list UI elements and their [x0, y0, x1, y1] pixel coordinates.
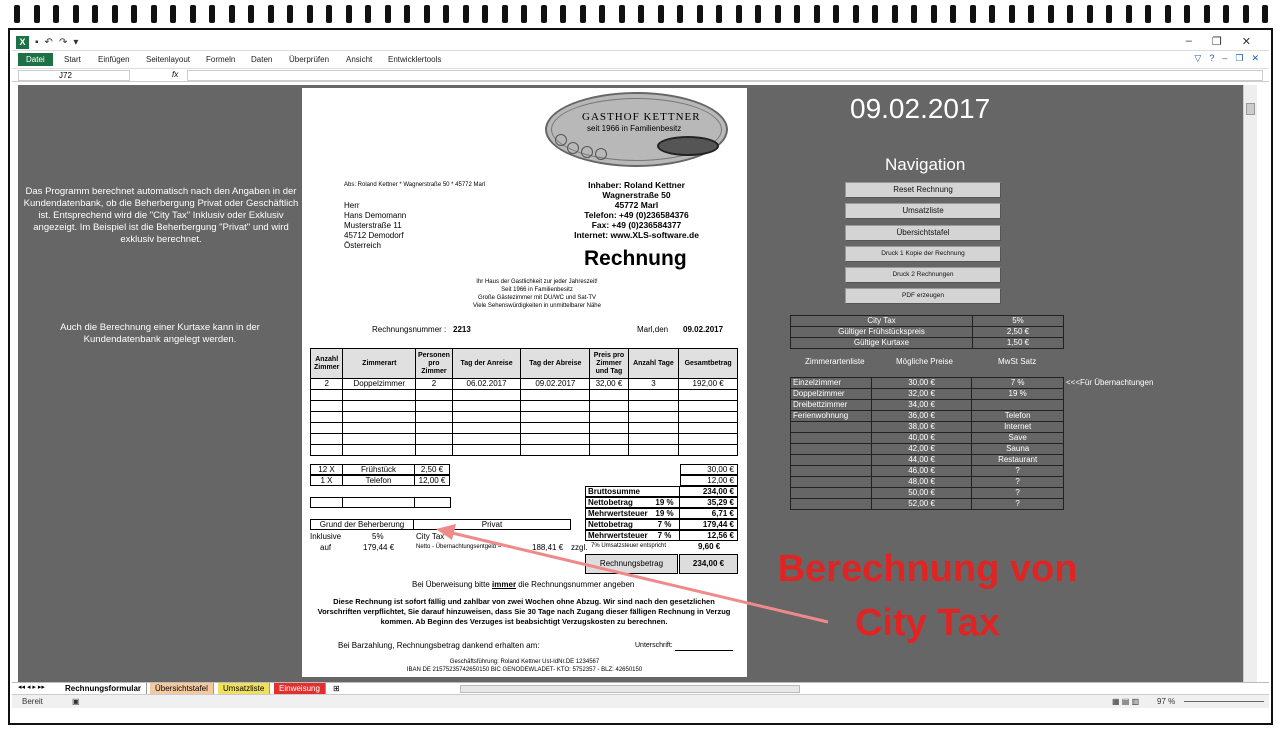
- sum-rate: 19 %: [650, 508, 680, 519]
- slogan-line: Seit 1966 in Familienbesitz: [501, 287, 573, 293]
- items-column-header: Anzahl Tage: [628, 349, 679, 379]
- transfer-note-text: Bei Überweisung bitte: [412, 580, 493, 589]
- total-value: 234,00 €: [679, 554, 738, 574]
- room-price: 36,00 €: [871, 411, 971, 422]
- city-tax-label: City Tax: [416, 532, 445, 541]
- pdf-erzeugen-button[interactable]: PDF erzeugen: [845, 288, 1001, 304]
- room-price: 48,00 €: [871, 477, 971, 488]
- sum-label: Mehrwertsteuer: [585, 530, 651, 541]
- undo-icon[interactable]: ↶: [44, 36, 53, 48]
- room-price: 52,00 €: [871, 499, 971, 510]
- auf-label: auf: [320, 543, 332, 552]
- sum-rate: 7 %: [650, 530, 680, 541]
- sheet-tab[interactable]: Rechnungsformular: [60, 683, 147, 695]
- slogan-line: Große Gästezimmer mit DU/WC und Sat-TV: [477, 295, 597, 301]
- umsatzliste-button[interactable]: Umsatzliste: [845, 203, 1001, 219]
- room-price: 34,00 €: [871, 400, 971, 411]
- items-column-header: Tag der Abreise: [521, 349, 590, 379]
- zzgl-label: zzgl.: [571, 543, 588, 552]
- room-price: 30,00 €: [871, 378, 971, 389]
- slogan-line: Ihr Haus der Gastlichkeit zur jeder Jahreszeit!: [476, 279, 598, 285]
- item-cell[interactable]: 2: [311, 379, 343, 390]
- ribbon-collapse-icon[interactable]: ▽: [1194, 53, 1202, 63]
- grund-value: Privat: [413, 519, 571, 530]
- room-type: Einzelzimmer: [791, 378, 872, 389]
- room-vat: Sauna: [972, 444, 1064, 455]
- tab-start[interactable]: Start: [64, 55, 81, 64]
- annotation-line1: Berechnung von: [777, 548, 1078, 590]
- sum-label: Bruttosumme: [585, 486, 651, 497]
- excel-logo-icon: X: [16, 36, 29, 49]
- item-cell[interactable]: 06.02.2017: [452, 379, 521, 390]
- recipient-line: Musterstraße 11: [344, 221, 402, 230]
- item-cell[interactable]: Doppelzimmer: [343, 379, 416, 390]
- item-cell[interactable]: 192,00 €: [679, 379, 738, 390]
- ust-value: 9,60 €: [698, 542, 721, 551]
- auf-value: 179,44 €: [363, 543, 395, 552]
- netto-label: Netto - Übernachtungsentgeld =: [416, 544, 502, 550]
- sheet-tab[interactable]: Umsatzliste: [218, 683, 270, 695]
- room-price: 44,00 €: [871, 455, 971, 466]
- room-price: 40,00 €: [871, 433, 971, 444]
- transfer-note-emphasis: immer: [492, 580, 517, 589]
- tab-einfuegen[interactable]: Einfügen: [98, 55, 130, 64]
- recipient-line: Österreich: [344, 241, 381, 250]
- room-vat: ?: [972, 488, 1064, 499]
- tax-value: 1,50 €: [973, 338, 1064, 349]
- info-text-kurtaxe: Auch die Berechnung einer Kurtaxe kann in der Kundendatenbank angelegt werden.: [60, 322, 260, 345]
- room-header-list: Zimmerartenliste: [805, 357, 865, 366]
- room-type: Ferienwohnung: [791, 411, 872, 422]
- sum-value: 234,00 €: [679, 486, 738, 497]
- room-vat: ?: [972, 466, 1064, 477]
- extra-name: Telefon: [342, 475, 415, 486]
- redo-icon[interactable]: ↷: [58, 36, 68, 48]
- room-type: Doppelzimmer: [791, 389, 872, 400]
- sum-value: 6,71 €: [679, 508, 738, 519]
- logo-subtitle: seit 1966 in Familienbesitz: [587, 124, 682, 133]
- restore-button[interactable]: ❐: [1211, 36, 1222, 48]
- tax-label: Gültige Kurtaxe: [791, 338, 973, 349]
- zoom-level[interactable]: 97 %: [1157, 697, 1176, 706]
- extra-qty: 1 X: [310, 475, 343, 486]
- tab-datei[interactable]: Datei: [18, 53, 53, 66]
- window-close-icon[interactable]: ✕: [1251, 53, 1259, 63]
- status-ready: Bereit: [22, 697, 43, 706]
- room-price: 32,00 €: [871, 389, 971, 400]
- inklusive-label: Inklusive: [310, 532, 342, 541]
- item-cell[interactable]: 2: [416, 379, 452, 390]
- room-vat: Internet: [972, 422, 1064, 433]
- room-vat: Restaurant: [972, 455, 1064, 466]
- tax-value: 2,50 €: [973, 327, 1064, 338]
- invoice-number-label: Rechnungsnummer :: [372, 325, 447, 334]
- room-header-vat: MwSt Satz: [998, 357, 1037, 366]
- info-text-citytax: Das Programm berechnet automatisch nach den Angaben in der Kundendatenbank, ob die Beherbergung Privat oder Geschäftlich ist. Entsprechend wird die "City Tax" Inklusiv oder Exklusiv angezeigt. Im Beispiel ist die Beherbergung "Privat" und wird exklusiv berechnet.: [23, 186, 299, 245]
- owner-line: Inhaber: Roland Kettner: [588, 180, 685, 190]
- window-min-icon[interactable]: –: [1222, 53, 1228, 63]
- annotation-line2: City Tax: [854, 602, 1000, 644]
- city-tax-percent: 5%: [372, 532, 384, 541]
- room-vat: ?: [972, 499, 1064, 510]
- owner-line: Internet: www.XLS-software.de: [574, 230, 699, 240]
- ust-label: 7% Umsatzsteuer entspricht: [591, 543, 667, 549]
- recipient-line: Herr: [344, 201, 360, 210]
- cash-payment-note: Bei Barzahlung, Rechnungsbetrag dankend erhalten am:: [338, 641, 540, 650]
- slogan-line: Viele Sehenswürdigkeiten in unmittelbarer Nähe: [473, 303, 601, 309]
- sheet-tab[interactable]: Übersichtstafel: [150, 683, 214, 695]
- items-column-header: Personen pro Zimmer: [416, 349, 452, 379]
- footer-line: IBAN DE 21575235742650150 BIC GENODEWLADET- KTO: 5752357 - BLZ: 42650150: [406, 667, 643, 673]
- netto-value: 188,41 €: [532, 543, 564, 552]
- room-vat: 19 %: [972, 389, 1064, 400]
- invoice-title: Rechnung: [584, 247, 687, 270]
- items-column-header: Tag der Anreise: [452, 349, 521, 379]
- items-column-header: Preis pro Zimmer und Tag: [590, 349, 628, 379]
- sheet-tabs-bar: [12, 682, 1269, 694]
- save-icon[interactable]: ▪: [35, 36, 39, 48]
- navigation-title: Navigation: [885, 155, 966, 174]
- horizontal-scrollbar[interactable]: [460, 685, 800, 693]
- room-price: 46,00 €: [871, 466, 971, 477]
- item-cell[interactable]: 09.02.2017: [521, 379, 590, 390]
- tab-nav-arrows-icon[interactable]: ◂◂ ◂ ▸ ▸▸: [18, 684, 45, 691]
- current-date: 09.02.2017: [850, 93, 991, 124]
- item-cell[interactable]: 3: [628, 379, 679, 390]
- extras-total: 12,00 €: [680, 475, 738, 486]
- close-button[interactable]: ✕: [1241, 36, 1251, 48]
- room-type: Dreibettzimmer: [791, 400, 872, 411]
- tax-label: City Tax: [791, 316, 973, 327]
- tax-label: Gültiger Frühstückspreis: [791, 327, 973, 338]
- room-vat: ?: [972, 477, 1064, 488]
- macro-record-icon[interactable]: ▣: [72, 697, 80, 706]
- room-note: <<<Für Übernachtungen: [1066, 378, 1154, 387]
- sum-label: Nettobetrag: [585, 497, 651, 508]
- recipient-line: 45712 Demodorf: [344, 231, 404, 240]
- extra-qty: 12 X: [310, 464, 343, 475]
- tab-formeln[interactable]: Formeln: [206, 55, 236, 64]
- recipient-line: Hans Demomann: [344, 211, 407, 220]
- reset-rechnung-button[interactable]: Reset Rechnung: [845, 182, 1001, 198]
- sheet-tab[interactable]: Einweisung: [274, 683, 326, 695]
- items-column-header: Anzahl Zimmer: [311, 349, 343, 379]
- uebersichtstafel-button[interactable]: Übersichtstafel: [845, 225, 1001, 241]
- room-price: 50,00 €: [871, 488, 971, 499]
- items-column-header: Zimmerart: [343, 349, 416, 379]
- room-price: 42,00 €: [871, 444, 971, 455]
- transfer-note-text: die Rechnungsnummer angeben: [516, 580, 635, 589]
- extra-price: 2,50 €: [414, 464, 450, 475]
- extra-name: Frühstück: [342, 464, 415, 475]
- owner-line: Wagnerstraße 50: [602, 190, 671, 200]
- fx-icon[interactable]: fx: [172, 70, 179, 79]
- signature-label: Unterschrift:: [635, 642, 673, 649]
- room-header-price: Mögliche Preise: [896, 357, 953, 366]
- invoice-date: 09.02.2017: [683, 325, 724, 334]
- druck-2-rechnungen-button[interactable]: Druck 2 Rechnungen: [845, 267, 1001, 283]
- extra-price: 12,00 €: [414, 475, 450, 486]
- invoice-number: 2213: [453, 325, 471, 334]
- extras-total: 30,00 €: [680, 464, 738, 475]
- sum-label: Nettobetrag: [585, 519, 651, 530]
- item-cell[interactable]: 32,00 €: [590, 379, 628, 390]
- room-vat: Telefon: [972, 411, 1064, 422]
- name-box[interactable]: J72: [18, 70, 130, 81]
- total-label: Rechnungsbetrag: [585, 554, 678, 574]
- owner-line: Telefon: +49 (0)236584376: [584, 210, 689, 220]
- sum-rate: 19 %: [650, 497, 680, 508]
- tax-value: 5%: [973, 316, 1064, 327]
- room-price: 38,00 €: [871, 422, 971, 433]
- tab-seitenlayout[interactable]: Seitenlayout: [146, 55, 191, 64]
- status-bar: [12, 694, 1269, 708]
- room-vat: Save: [972, 433, 1064, 444]
- view-buttons-icon[interactable]: ▦ ▤ ▥: [1112, 697, 1140, 706]
- druck-1-kopie-button[interactable]: Druck 1 Kopie der Rechnung: [845, 246, 1001, 262]
- tab-daten[interactable]: Daten: [251, 55, 273, 64]
- invoice-place: Marl,den: [637, 325, 669, 334]
- arrow-head: [436, 524, 456, 540]
- sum-value: 179,44 €: [679, 519, 738, 530]
- logo-name: GASTHOF KETTNER: [582, 111, 701, 123]
- window-restore-icon[interactable]: ❐: [1235, 53, 1244, 63]
- tab-ansicht[interactable]: Ansicht: [346, 55, 373, 64]
- room-vat: 7 %: [972, 378, 1064, 389]
- customize-qat-icon[interactable]: ▾: [73, 36, 79, 48]
- sum-value: 35,29 €: [679, 497, 738, 508]
- sum-value: 12,56 €: [679, 530, 738, 541]
- items-column-header: Gesamtbetrag: [679, 349, 738, 379]
- sum-label: Mehrwertsteuer: [585, 508, 651, 519]
- minimize-button[interactable]: –: [1185, 35, 1192, 47]
- tab-ueberpruefen[interactable]: Überprüfen: [289, 55, 330, 64]
- new-sheet-icon[interactable]: ⊞: [333, 684, 340, 693]
- owner-line: Fax: +49 (0)236584377: [591, 220, 682, 230]
- sum-rate: 7 %: [650, 519, 680, 530]
- tab-entwicklertools[interactable]: Entwicklertools: [388, 55, 442, 64]
- grund-label: Grund der Beherberung: [310, 519, 414, 530]
- help-icon[interactable]: ?: [1209, 53, 1215, 63]
- sender-line: Abs: Roland Kettner * Wagnerstraße 50 * 45772 Marl: [344, 182, 486, 188]
- footer-line: Geschäftsführung: Roland Kettner Ust-IdNr.DE 1234567: [449, 659, 600, 665]
- zoom-slider[interactable]: [1184, 701, 1264, 702]
- owner-line: 45772 Marl: [614, 200, 659, 210]
- payment-terms: Diese Rechnung ist sofort fällig und zahlbar von zwei Wochen ohne Abzug. Wir sind nach den gesetzlichen Vorschriften verpflichtet, Sie darauf hinzuweisen, dass Sie 30 Tage nach Zugang dieser fälligen Rechnung in Verzug kommen. Ab Beginn des Verzuges ist beabsichtigt Verzugskosten zu berechnen.: [317, 597, 731, 626]
